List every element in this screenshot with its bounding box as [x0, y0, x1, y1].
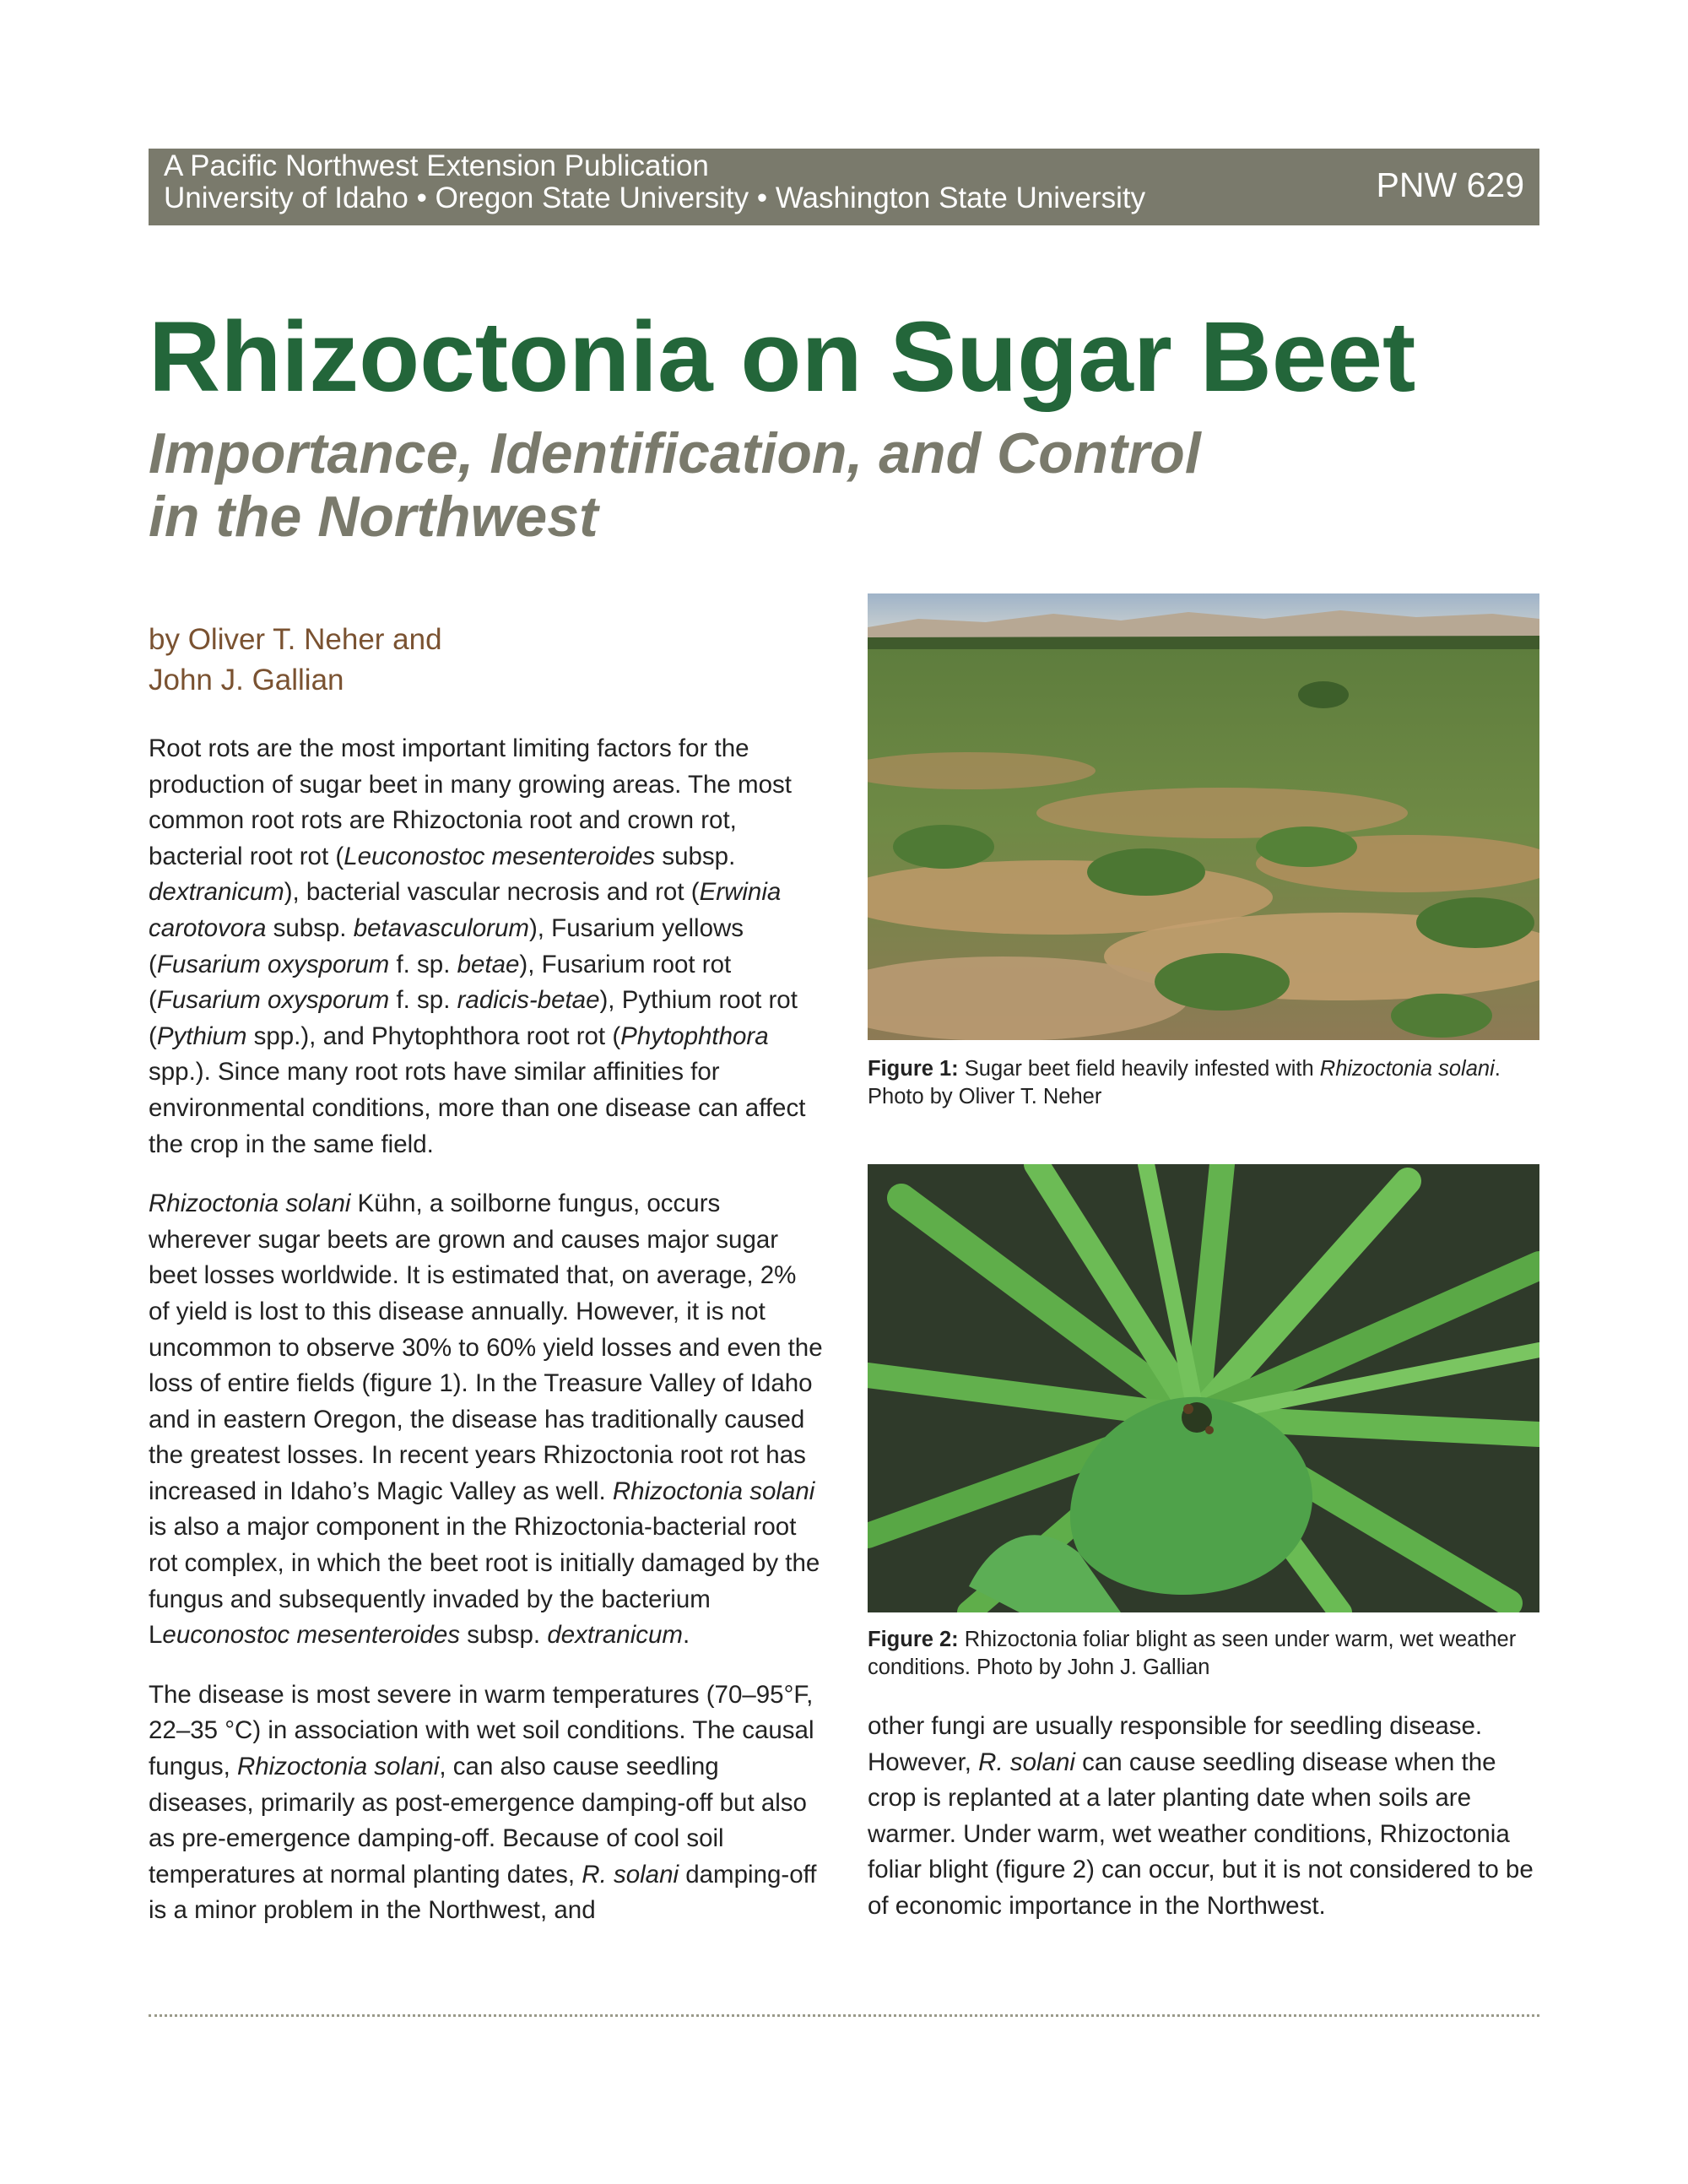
- text-run: subsp.: [460, 1621, 548, 1650]
- text-run: .: [683, 1621, 690, 1650]
- author-line-2: John J. Gallian: [149, 664, 344, 696]
- text-run: The disease is most severe in warm temperatures (70–95°F, 22–35 °C) in association with wet soil conditions. The causal fungus,: [149, 1680, 814, 1781]
- italic-run: betavasculorum: [353, 913, 529, 942]
- foliar-blight-image: [868, 1164, 1539, 1612]
- seedling-paragraph: [868, 1709, 1539, 1925]
- page-title: Rhizoctonia on Sugar Beet: [149, 301, 1416, 413]
- text-run: damping-off is a minor problem in the Northwest, and: [149, 1860, 817, 1925]
- italic-run: Phytophthora: [620, 1022, 769, 1050]
- italic-run: dextranicum: [149, 878, 284, 907]
- figure-2-caption: [868, 1626, 1539, 1682]
- text-run: ), Pythium root rot (: [149, 986, 798, 1050]
- text-run: spp.), and Phytophthora root rot (: [246, 1022, 621, 1050]
- figure-1-caption: [868, 1055, 1539, 1111]
- text-run: . Photo by Oliver T. Neher: [868, 1057, 1501, 1108]
- text-run: , can also cause seedling diseases, primarily as post-emergence damping-off but also as pre-emergence damping-off. Because of cool soil temperatures at normal planting dates,: [149, 1753, 807, 1889]
- subtitle-line-2: in the Northwest: [149, 485, 598, 549]
- italic-run: Erwinia carotovora: [149, 878, 782, 942]
- text-run: Sugar beet field heavily infested with: [958, 1057, 1320, 1081]
- conditions-paragraph: [149, 1677, 824, 1929]
- text-run: other fungi are usually responsible for seedling disease. However,: [868, 1712, 1483, 1776]
- text-run: Root rots are the most important limiting factors for the production of sugar beet in many growing areas. The most common root rots are Rhizoctonia root and crown rot, bacterial root rot (: [149, 734, 792, 870]
- left-text-column: [149, 731, 824, 1953]
- italic-run: R. solani: [582, 1860, 679, 1889]
- text-run: ), bacterial vascular necrosis and rot (: [284, 878, 700, 907]
- text-run: subsp.: [266, 913, 354, 942]
- italic-run: Pythium: [156, 1022, 247, 1050]
- publication-series: A Pacific Northwest Extension Publication: [164, 149, 709, 182]
- text-run: Kühn, a soilborne fungus, occurs wherever sugar beets are grown and causes major sugar beet losses worldwide. It is estimated that, on average, 2% of yield is lost to this disease annually. However, it is not uncommon to observe 30% to 60% yield losses and even the loss of entire fields (figure 1). In the Treasure Valley of Idaho and in eastern Oregon, the disease has traditionally caused the greatest losses. In recent years Rhizoctonia root rot has increased in Idaho’s Magic Valley as well.: [149, 1190, 823, 1505]
- italic-run: betae: [457, 950, 520, 978]
- italic-run: Leuconostoc mesenteroides: [344, 842, 656, 870]
- pathogen-paragraph: [149, 1186, 824, 1654]
- italic-run: Rhizoctonia solani: [1319, 1057, 1495, 1081]
- text-run: can cause seedling disease when the crop is replanted at a later planting date when soils are warmer. Under warm, wet weather conditions, Rhizoctonia foliar blight (figure 2) can occur, but it is not considered to be of economic importance in the Northwest.: [868, 1748, 1534, 1920]
- text-run: is also a major component in the Rhizoctonia-bacterial root rot complex, in which the beet root is initially damaged by the fungus and subsequently invaded by the bacterium L: [149, 1513, 820, 1650]
- figure-2-photo: [868, 1164, 1539, 1612]
- author-byline: [149, 620, 442, 701]
- italic-run: Rhizoctonia solani: [149, 1190, 351, 1218]
- text-run: spp.). Since many root rots have similar affinities for environmental conditions, more than one disease can affect the crop in the same field.: [149, 1058, 806, 1158]
- footer-divider: [149, 2014, 1539, 2017]
- italic-run: euconostoc mesenteroides: [162, 1621, 460, 1650]
- caption-label: Figure 2:: [868, 1628, 959, 1651]
- text-run: f. sp.: [389, 950, 457, 978]
- italic-run: dextranicum: [547, 1621, 683, 1650]
- publishing-universities: University of Idaho • Oregon State University • Washington State University: [164, 182, 1146, 214]
- page-subtitle: [149, 422, 1201, 549]
- right-text-column: [868, 1709, 1539, 1948]
- text-run: subsp.: [655, 842, 736, 870]
- text-run: f. sp.: [389, 986, 457, 1015]
- infested-field-image: [868, 593, 1539, 1040]
- figure-1-photo: [868, 593, 1539, 1040]
- italic-run: Fusarium oxysporum: [156, 950, 390, 978]
- text-run: ), Fusarium yellows (: [149, 913, 744, 978]
- text-run: ), Fusarium root rot (: [149, 950, 732, 1015]
- italic-run: R. solani: [978, 1748, 1075, 1776]
- italic-run: Rhizoctonia solani: [612, 1477, 815, 1505]
- publication-banner: [149, 149, 1539, 225]
- caption-label: Figure 1:: [868, 1057, 959, 1081]
- intro-paragraph: [149, 731, 824, 1162]
- subtitle-line-1: Importance, Identification, and Control: [149, 421, 1201, 485]
- italic-run: Rhizoctonia solani: [236, 1753, 440, 1781]
- italic-run: radicis-betae: [457, 986, 600, 1015]
- italic-run: Fusarium oxysporum: [156, 986, 390, 1015]
- author-line-1: by Oliver T. Neher and: [149, 623, 442, 656]
- text-run: Rhizoctonia foliar blight as seen under warm, wet weather conditions. Photo by John J. Gallian: [868, 1628, 1517, 1679]
- publication-code: PNW 629: [1376, 165, 1524, 204]
